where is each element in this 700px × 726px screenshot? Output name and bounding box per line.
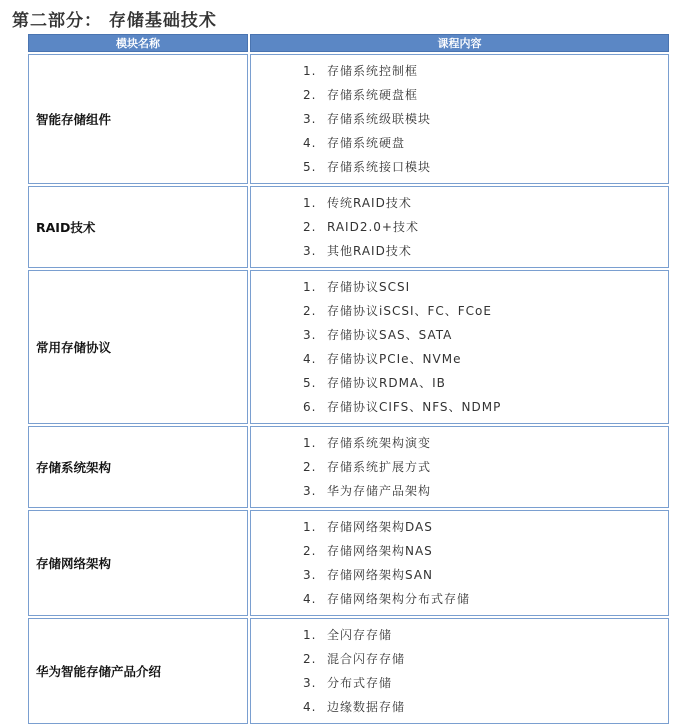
table-body (28, 54, 669, 724)
table-row (28, 510, 669, 616)
list-item-number: 1. (303, 280, 317, 294)
course-table (26, 32, 671, 726)
section-heading: 第二部分： 存储基础技术 (12, 11, 217, 31)
list-item-number: 4. (303, 592, 317, 606)
list-item-number: 4. (303, 352, 317, 366)
course-content-cell (250, 54, 669, 184)
list-item-number: 3. (303, 328, 317, 342)
list-item (303, 671, 668, 695)
module-name-cell: RAID技术 (28, 186, 248, 268)
list-item-number: 2. (303, 460, 317, 474)
list-item (303, 539, 668, 563)
list-item-text: 混合闪存存储 (327, 652, 406, 666)
list-item-text: 存储系统接口模块 (327, 160, 432, 174)
list-item-number: 3. (303, 676, 317, 690)
table-row (28, 426, 669, 508)
list-item-text: 存储系统架构演变 (327, 436, 432, 450)
list-item-text: 全闪存存储 (327, 628, 393, 642)
content-list (251, 511, 668, 615)
list-item (303, 371, 668, 395)
list-item-text: 存储系统级联模块 (327, 112, 432, 126)
list-item (303, 647, 668, 671)
list-item-text: 存储协议iSCSI、FC、FCoE (327, 304, 492, 318)
list-item-number: 2. (303, 544, 317, 558)
header-module: 模块名称 (28, 34, 248, 52)
table-row (28, 186, 669, 268)
list-item (303, 479, 668, 503)
list-item-text: 存储系统硬盘 (327, 136, 406, 150)
module-name-cell: 华为智能存储产品介绍 (28, 618, 248, 724)
list-item-number: 3. (303, 112, 317, 126)
course-content-cell (250, 270, 669, 424)
list-item-number: 1. (303, 628, 317, 642)
list-item-text: 存储协议PCIe、NVMe (327, 352, 462, 366)
list-item-number: 5. (303, 160, 317, 174)
content-list (251, 55, 668, 183)
list-item-text: 存储协议SCSI (327, 280, 411, 294)
content-list (251, 187, 668, 267)
list-item (303, 299, 668, 323)
list-item-number: 3. (303, 484, 317, 498)
table-row (28, 618, 669, 724)
content-list (251, 427, 668, 507)
list-item-text: 存储网络架构SAN (327, 568, 434, 582)
list-item-text: 存储网络架构DAS (327, 520, 433, 534)
course-content-cell (250, 186, 669, 268)
list-item-text: 华为存储产品架构 (327, 484, 432, 498)
list-item-number: 4. (303, 700, 317, 714)
list-item-text: 存储系统扩展方式 (327, 460, 432, 474)
list-item-text: 存储网络架构NAS (327, 544, 433, 558)
table-row (28, 54, 669, 184)
list-item (303, 431, 668, 455)
list-item (303, 215, 668, 239)
list-item-text: 存储协议CIFS、NFS、NDMP (327, 400, 502, 414)
list-item-number: 6. (303, 400, 317, 414)
table-row (28, 270, 669, 424)
list-item-number: 1. (303, 196, 317, 210)
list-item (303, 107, 668, 131)
list-item-number: 1. (303, 64, 317, 78)
list-item-number: 1. (303, 520, 317, 534)
module-name-cell: 常用存储协议 (28, 270, 248, 424)
list-item (303, 347, 668, 371)
content-list (251, 271, 668, 423)
list-item-text: 分布式存储 (327, 676, 393, 690)
list-item-text: 其他RAID技术 (327, 244, 412, 258)
list-item-number: 1. (303, 436, 317, 450)
list-item (303, 239, 668, 263)
list-item (303, 515, 668, 539)
list-item-number: 2. (303, 220, 317, 234)
header-content: 课程内容 (250, 34, 669, 52)
list-item-number: 3. (303, 244, 317, 258)
list-item (303, 83, 668, 107)
list-item (303, 623, 668, 647)
list-item (303, 563, 668, 587)
module-name-cell: 存储系统架构 (28, 426, 248, 508)
list-item (303, 587, 668, 611)
list-item (303, 59, 668, 83)
list-item (303, 323, 668, 347)
course-content-cell (250, 426, 669, 508)
module-name-cell: 智能存储组件 (28, 54, 248, 184)
content-list (251, 619, 668, 723)
list-item-text: 存储协议RDMA、IB (327, 376, 446, 390)
list-item-text: 传统RAID技术 (327, 196, 412, 210)
list-item (303, 131, 668, 155)
list-item (303, 275, 668, 299)
list-item-text: 存储网络架构分布式存储 (327, 592, 471, 606)
course-content-cell (250, 510, 669, 616)
module-name-cell: 存储网络架构 (28, 510, 248, 616)
list-item-number: 3. (303, 568, 317, 582)
list-item-number: 2. (303, 304, 317, 318)
course-content-cell (250, 618, 669, 724)
list-item-text: 边缘数据存储 (327, 700, 406, 714)
list-item-text: 存储系统控制框 (327, 64, 419, 78)
list-item (303, 695, 668, 719)
list-item-text: 存储系统硬盘框 (327, 88, 419, 102)
list-item-number: 2. (303, 652, 317, 666)
list-item-text: RAID2.0+技术 (327, 220, 419, 234)
list-item (303, 455, 668, 479)
table-header-row (28, 34, 669, 52)
list-item-number: 4. (303, 136, 317, 150)
list-item-number: 2. (303, 88, 317, 102)
list-item (303, 395, 668, 419)
list-item-text: 存储协议SAS、SATA (327, 328, 453, 342)
list-item (303, 155, 668, 179)
list-item-number: 5. (303, 376, 317, 390)
list-item (303, 191, 668, 215)
